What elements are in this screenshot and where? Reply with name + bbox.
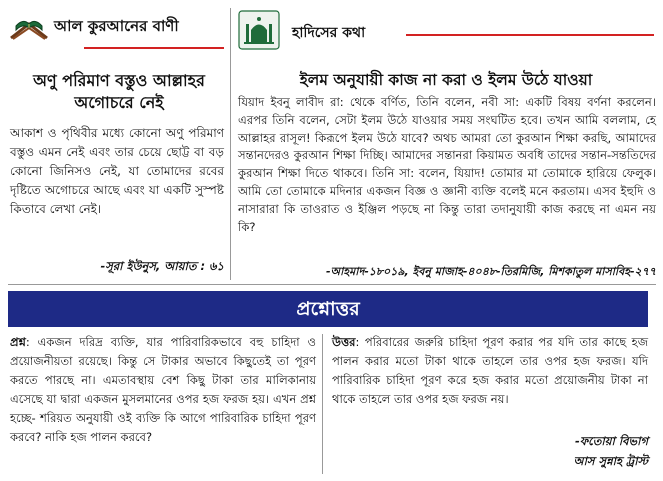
quran-header [6, 6, 228, 56]
hadith-title-underline [406, 34, 654, 36]
question-text: : একজন দরিদ্র ব্যক্তি, যার পারিবারিকভাবে বহু চাহিদা ও প্রয়োজনীয়তা রয়েছে। কিন্তু সে টাকার অভাবে কিছুতেই তা পূরণ করতে পারছে না। এমতাবস্থায় বেশ কিছু টাকা তার মালিকানায় এসেছে যা দ্বারা একজন মুসলমানের ওপর হজ ফরজ হয়। এখন প্রশ্ন হচ্ছে- শরিয়ত অনুযায়ী ওই ব্যক্তি কি আগে পারিবারিক চাহিদা পূরণ করবে? নাকি হজ পালন করবে? [10, 335, 316, 444]
quran-verse-text: আকাশ ও পৃথিবীর মধ্যে কোনো অণু পরিমাণ বস্তুও এমন নেই এবং তার চেয়ে ছোট্ট বা বড় কোনো জিনিসও নেই, যা তোমাদের রবের দৃষ্টিতে অগোচরে আছে এবং যা একটি সুস্পষ্ট কিতাবে লেখা নেই। [10, 126, 224, 216]
answer-label: উত্তর [332, 335, 356, 349]
answer-block [332, 333, 648, 409]
hadith-header [236, 8, 656, 54]
hadith-reference: -আহমাদ-১৮০১৯, ইবনু মাজাহ-৪০৪৮-তিরমিজি, মিশকাতুল মাসাবিহ-২৭৭ [325, 265, 656, 278]
top-column-divider [230, 8, 231, 280]
fatwa-department: -ফতোয়া বিভাগ [574, 434, 648, 448]
quran-section-title: আল কুরআনের বাণী [54, 17, 179, 35]
qa-banner: প্রশ্নোত্তর [8, 291, 648, 327]
quran-stand-icon [8, 12, 50, 42]
question-label: প্রশ্ন [10, 335, 26, 349]
hadith-section-title: হাদিসের কথা [292, 25, 366, 41]
question-block [10, 333, 316, 447]
quran-title-underline [84, 47, 224, 49]
qa-column-divider [322, 334, 323, 474]
hadith-text: যিয়াদ ইবনু লাবীদ রা: থেকে বর্ণিত, তিনি বলেন, নবী সা: একটি বিষয় বর্ণনা করলেন। এরপর তিনি বলেন, সেটা ইলম উঠে যাওয়ার সময় সংঘটিত হবে। তখন আমি বললাম, হে আল্লাহর রাসূল! কিরূপে ইলম উঠে যাবে? অথচ আমরা তো কুরআন শিক্ষা করছি, আমাদের সন্তানদেরও কুরআন শিক্ষা দিচ্ছি। আমাদের সন্তানরা কিয়ামত অবধি তাদের সন্তান-সন্ততিদের কুরআন শিক্ষা দিতে থাকবে। তিনি সা: বলেন, যিয়াদ! তোমার মা তোমাকে হারিয়ে ফেলুক। আমি তো তোমাকে মদিনার একজন বিজ্ঞ ও জ্ঞানী ব্যক্তি বলেই মনে করতাম। এসব ইহুদি ও নাসারারা কি তাওরাত ও ইঞ্জিল পড়ছে না কিন্তু তারা তদানুযায়ী কাজ করছে না এমন নয় কি? [238, 95, 656, 234]
mosque-icon [238, 10, 280, 50]
trust-name: আস সুন্নাহ ট্রাস্ট [573, 454, 648, 468]
hadith-heading: ইলম অনুযায়ী কাজ না করা ও ইলম উঠে যাওয়া [299, 71, 593, 89]
quran-heading: অণু পরিমাণ বস্তুও আল্লাহর অগোচরে নেই [33, 71, 205, 112]
quran-reference: -সূরা ইউনুস, আয়াত : ৬১ [100, 259, 224, 273]
section-separator [8, 284, 656, 285]
answer-text: : পরিবারের জরুরি চাহিদা পূরণ করার পর যদি তার কাছে হজ পালন করার মতো টাকা থাকে তাহলে তার ওপর হজ ফরজ। যদি পারিবারিক চাহিদা পূরণ করে হজ করার মতো প্রয়োজনীয় টাকা না থাকে তাহলে তার ওপর হজ ফরজ নয়। [332, 335, 648, 406]
